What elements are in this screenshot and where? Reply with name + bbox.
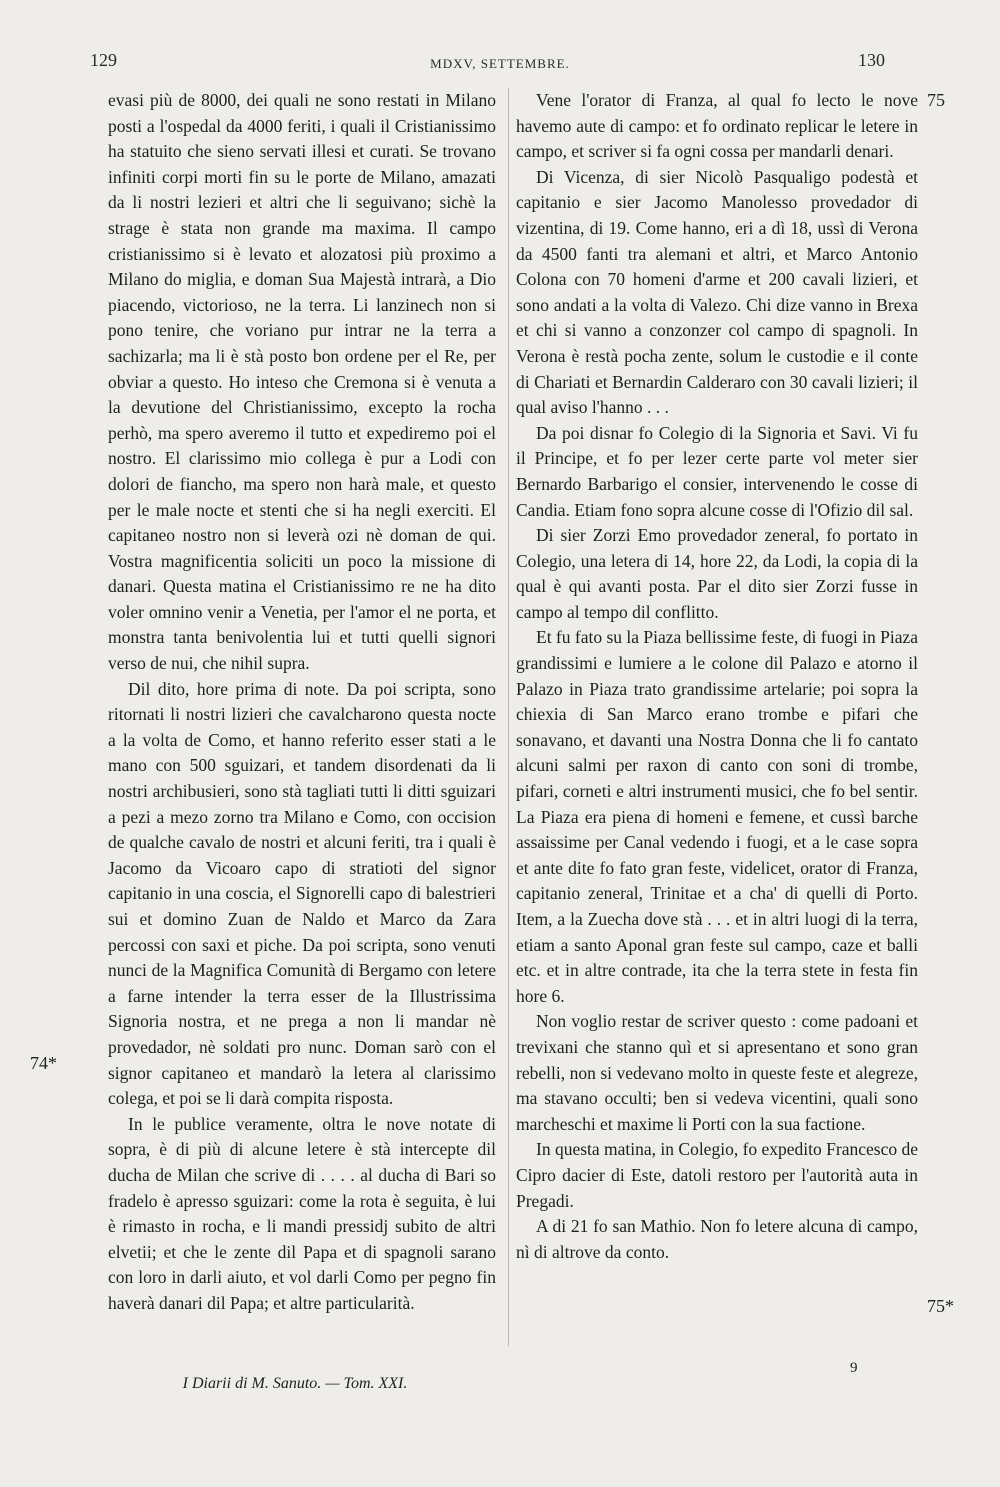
footer-citation: I Diarii di M. Sanuto. — Tom. XXI. — [182, 1375, 408, 1392]
paragraph: Non voglio restar de scriver questo : come padoani et trevixani che stanno quì et si apresentano et sono gran rebelli, non si vedevano molto in queste feste et alegreze, ma stavano occulti; ben si vedeva vicentini, quali sono marcheschi et maxime li Porti con la sua factione. — [516, 1011, 918, 1134]
margin-marker-75: 75 — [927, 90, 945, 110]
paragraph: Vene l'orator di Franza, al qual fo lecto le nove havemo aute di campo: et fo ordinato replicar le letere in campo, et scriver si fa ogni cossa per mandarli denari. — [516, 90, 918, 162]
page-number-left: 129 — [90, 50, 117, 70]
margin-marker-74: 74* — [30, 1053, 57, 1073]
paragraph: Di Vicenza, di sier Nicolò Pasqualigo podestà et capitanio e sier Jacomo Manolesso provedador di vizentina, di 19. Come hanno, eri a dì 18, ussì di Verona da 4500 fanti tra alemani et altri, et Marco Antonio Colona con 70 homeni d'arme et 200 cavali lizieri, et sono andati a la volta di Valezo. Chi dize vanno in Brexa et chi si vanno a conzonzer col campo di spagnoli. In Verona è restà pocha zente, solum le custodie e il conte di Chariati et Bernardin Calderaro con 30 cavali lizieri; il qual aviso l'hanno . . . — [516, 166, 918, 418]
paragraph: Dil dito, hore prima di note. Da poi scripta, sono ritornati li nostri lizieri che cavalcharono questa nocte a la volta de Como, et hanno referito esser stati a le mano con 500 sguizari, et tandem disordenati da li nostri archibusieri, sono stà tagliati tutti li ditti sguizari a pezi a mezo zorno tra Milano e Como, con occision de qualche cavalo de nostri et alcuni feriti, tra i quali è Jacomo da Vicoaro capo di stratioti del signor capitanio in una coscia, el Signorelli capo di balestrieri sui et domino Zuan de Naldo et Marco da Zara percossi con saxi et piche. Da poi scripta, sono venuti nunci de la Magnifica Comunità di Bergamo con letere a farne intender la terra esser de la Illustrissima Signoria nostra, et ne prega a non li mandar nè provedador, nè soldati pro nunc. Doman sarò con el signor capitaneo et mandarò la letera al clarissimo colega, et poi se li darà compita risposta. — [108, 678, 496, 1109]
paragraph: A di 21 fo san Mathio. Non fo letere alcuna di campo, nì di altrove da conto. — [516, 1216, 918, 1262]
running-title: MDXV, SETTEMBRE. — [430, 56, 570, 71]
right-column — [516, 88, 918, 1265]
margin-marker-75-star: 75* — [927, 1296, 954, 1316]
paragraph: evasi più de 8000, dei quali ne sono restati in Milano posti a l'ospedal da 4000 feriti, i quali il Cristianissimo ha statuito che sieno servati illesi et curati. Se trovano infiniti corpi morti fin su le porte de Milano, amazati da li nostri lezieri et altri che li seguivano; sichè la strage è stata non grande ma maxima. Il campo cristianissimo si è levato et alozatosi più proximo a Milano do miglia, e doman Sua Majestà intrarà, a Dio piacendo, victorioso, ne la terra. Li lanzinech non si pono tenire, che voriano pur intrar ne la terra a sachizarla; ma li è stà posto bon ordene per el Re, per obviar a questo. Ho inteso che Cremona si è venuta a la devutione del Christianissimo, excepto la rocha perhò, ma spero averemo il tutto et expediremo poi el nostro. El clarissimo mio collega è pur a Lodi con dolori de fiancho, ma spero non harà male, et questo per le male nocte et stenti che si ha negli exerciti. El capitaneo nostro non si leverà ozi nè doman de qui. Vostra magnificentia soliciti un poco la missione di danari. Questa matina el Cristianissimo re ne ha dito voler omnino venir a Venetia, per l'amor el ne porta, et monstra tanta benivolentia lui et tutti quelli signori verso de nui, che nihil supra. — [108, 90, 496, 674]
paragraph: Da poi disnar fo Colegio di la Signoria et Savi. Vi fu il Principe, et fo per lezer certe parte vol meter sier Bernardo Barbarigo el consier, intervenendo le cosse di Candia. Etiam fono sopra alcune cosse di l'Ofizio dil sal. — [516, 422, 918, 520]
column-divider — [508, 88, 509, 1346]
paragraph: Di sier Zorzi Emo provedador zeneral, fo portato in Colegio, una letera di 14, hore 22, da Lodi, la copia di la qual è qui avanti posta. Par el dito sier Zorzi fusse in campo al tempo dil conflitto. — [516, 525, 918, 622]
paragraph: In questa matina, in Colegio, fo expedito Francesco de Cipro dacier di Este, datoli restoro per l'autorità auta in Pregadi. — [516, 1139, 918, 1211]
paragraph: In le publice veramente, oltra le nove notate di sopra, è di più di alcune letere è stà intercepte dil ducha de Milan che scrive di . . . . al ducha di Bari so fradelo è apresso sguizari: come la rota è seguita, è lui è rimasto in rocha, e li mandi pressidj subito de altri elvetii; et che le zente dil Papa et di spagnoli sarano con loro in darli aiuto, et vol darli Como per pegno fin haverà danari dil Papa; et altre particularità. — [108, 1113, 496, 1313]
paragraph: Et fu fato su la Piaza bellissime feste, di fuogi in Piaza grandissimi e lumiere a le colone dil Palazo e atorno il Palazo in Piaza trato grandissime artelarie; poi sopra la chiexia di San Marco erano trombe e pifari che sonavano, et davanti una Nostra Donna che li fo cantato alcuni salmi per raxon di canto con soni di trombe, pifari, corneti e altri instrumenti musici, che fo bel sentir. La Piaza era piena di homeni e femene, et cussì barche assaissime per Canal vedendo i fuogi, et a le case sopra et ante dite fo fato gran feste, videlicet, orator di Franza, capitanio zeneral, Trinitae et a cha' di quelli di Porto. Item, a la Zuecha dove stà . . . et in altri luogi di la terra, etiam a santo Aponal gran feste sul campo, caze et balli etc. et in altre contrade, ita che la terra stete in festa fin hore 6. — [516, 627, 918, 1006]
left-column — [108, 88, 496, 1317]
signature-mark: 9 — [850, 1360, 858, 1376]
page-number-right: 130 — [858, 50, 885, 70]
